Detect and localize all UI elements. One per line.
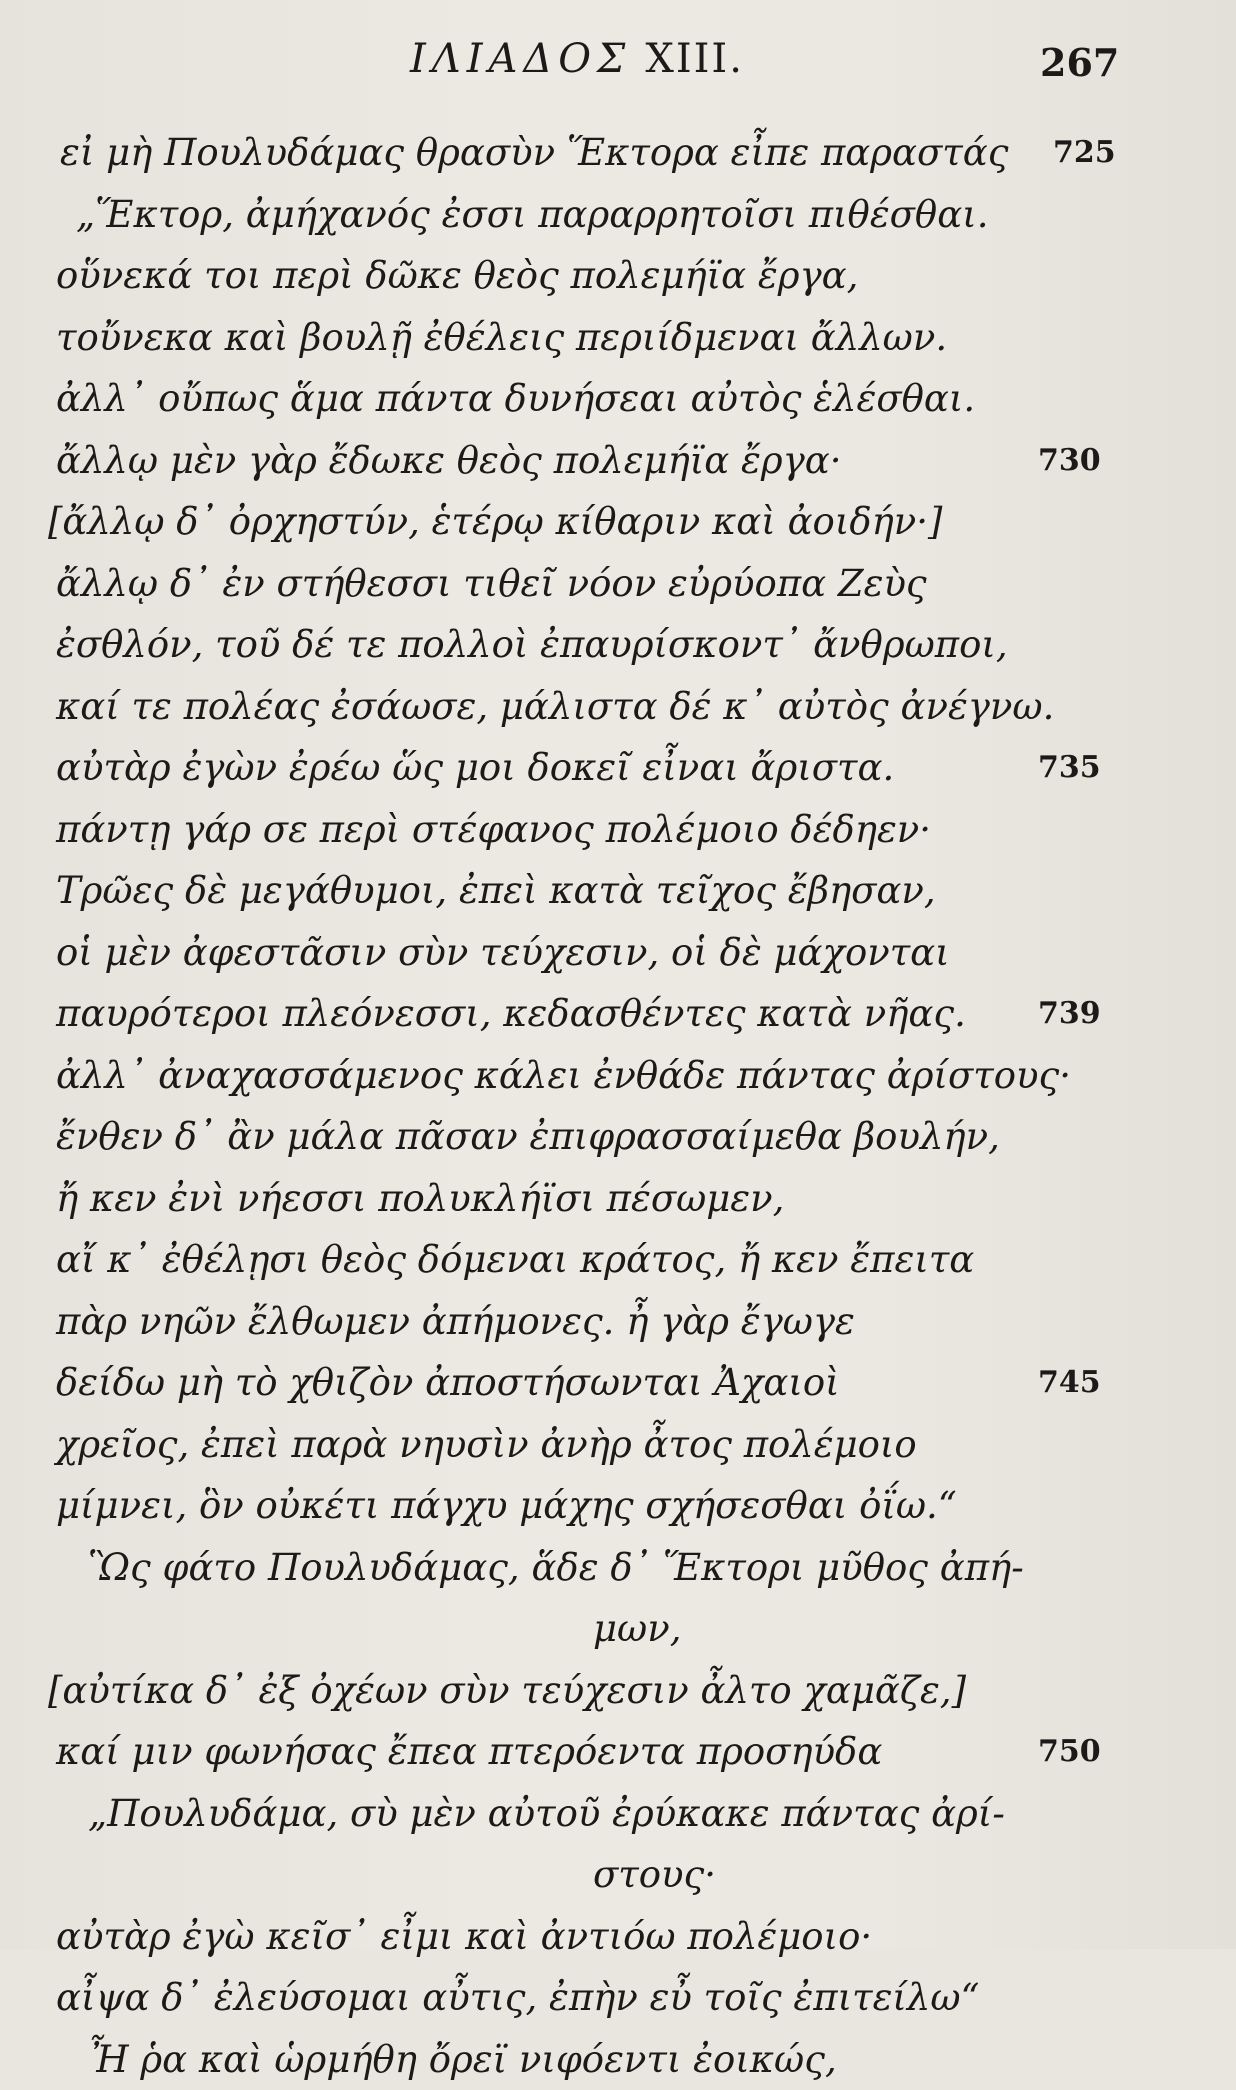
line-number: 730 xyxy=(1038,430,1101,492)
verse-text: οὕνεκά τοι περὶ δῶκε θεὸς πολεμήϊα ἔργα, xyxy=(56,245,858,307)
verse-line xyxy=(48,1168,1198,1230)
line-number: 750 xyxy=(1038,1721,1101,1783)
verse-line xyxy=(48,1967,1198,2029)
book-number: XIII. xyxy=(645,36,744,82)
verse-line xyxy=(48,2029,1198,2090)
verse-line-continuation xyxy=(48,1598,1198,1660)
verse-text: „Ἕκτορ, ἀμήχανός ἐσσι παραρρητοῖσι πιθέσθαι. xyxy=(76,184,988,246)
verse-text: οἱ μὲν ἀφεστᾶσιν σὺν τεύχεσιν, οἱ δὲ μάχονται xyxy=(56,922,950,984)
line-number: 735 xyxy=(1038,737,1101,799)
verse-line xyxy=(48,1721,1198,1783)
verse-line xyxy=(48,245,1198,307)
verse-line xyxy=(48,1475,1198,1537)
verse-line xyxy=(48,614,1198,676)
verse-text: Ὣς φάτο Πουλυδάμας, ἅδε δ᾽ Ἕκτορι μῦθος ἀπή- xyxy=(88,1537,1024,1599)
verse-text: ἄλλῳ δ᾽ ἐν στήθεσσι τιθεῖ νόον εὐρύοπα Ζεὺς xyxy=(56,553,927,615)
line-number: 725 xyxy=(1053,122,1116,184)
page-number: 267 xyxy=(1040,40,1119,85)
verse-line xyxy=(48,122,1198,184)
verse-text: πάντῃ γάρ σε περὶ στέφανος πολέμοιο δέδηεν· xyxy=(56,799,931,861)
verse-line xyxy=(48,1660,1198,1722)
verse-text: μων, xyxy=(593,1598,681,1660)
verse-line xyxy=(48,1229,1198,1291)
verse-line xyxy=(48,1106,1198,1168)
verse-line xyxy=(48,1906,1198,1968)
verse-text: [ἄλλῳ δ᾽ ὀρχηστύν, ἑτέρῳ κίθαριν καὶ ἀοιδήν·] xyxy=(48,491,942,553)
verse-line xyxy=(48,860,1198,922)
verse-line xyxy=(48,553,1198,615)
verse-line xyxy=(48,922,1198,984)
verse-line xyxy=(48,737,1198,799)
verse-line xyxy=(48,491,1198,553)
verse-text: πὰρ νηῶν ἔλθωμεν ἀπήμονες. ἦ γὰρ ἔγωγε xyxy=(56,1291,855,1353)
verse-text: ἔνθεν δ᾽ ἂν μάλα πᾶσαν ἐπιφρασσαίμεθα βουλήν, xyxy=(56,1106,1000,1168)
verse-text: ἀλλ᾽ οὔπως ἅμα πάντα δυνήσεαι αὐτὸς ἑλέσθαι. xyxy=(56,368,975,430)
verse-text: Τρῶες δὲ μεγάθυμοι, ἐπεὶ κατὰ τεῖχος ἔβησαν, xyxy=(56,860,936,922)
verse-text: ἀλλ᾽ ἀναχασσάμενος κάλει ἐνθάδε πάντας ἀρίστους· xyxy=(56,1045,1071,1107)
verse-text: χρεῖος, ἐπεὶ παρὰ νηυσὶν ἀνὴρ ἆτος πολέμοιο xyxy=(56,1414,917,1476)
verse-text: καί τε πολέας ἐσάωσε, μάλιστα δέ κ᾽ αὐτὸς ἀνέγνω. xyxy=(56,676,1054,738)
verse-text: μίμνει, ὃν οὐκέτι πάγχυ μάχης σχήσεσθαι ὀΐω.“ xyxy=(56,1475,957,1537)
verse-line xyxy=(48,430,1198,492)
verse-text: καί μιν φωνήσας ἔπεα πτερόεντα προσηύδα xyxy=(56,1721,882,1783)
verse-line xyxy=(48,1783,1198,1845)
verse-line xyxy=(48,1045,1198,1107)
verse-text: αἶψα δ᾽ ἐλεύσομαι αὖτις, ἐπὴν εὖ τοῖς ἐπιτείλω“ xyxy=(56,1967,979,2029)
verse-line xyxy=(48,1291,1198,1353)
verse-text: [αὐτίκα δ᾽ ἐξ ὀχέων σὺν τεύχεσιν ἆλτο χαμᾶζε,] xyxy=(48,1660,966,1722)
verse-text: στους· xyxy=(593,1844,716,1906)
verse-line xyxy=(48,1537,1198,1599)
work-title: ΙΛΙΑΔΟΣ xyxy=(410,36,631,82)
verse-text: αἴ κ᾽ ἐθέλῃσι θεὸς δόμεναι κράτος, ἤ κεν ἔπειτα xyxy=(56,1229,974,1291)
verse-text: Ἦ ῥα καὶ ὡρμήθη ὄρεϊ νιφόεντι ἐοικώς, xyxy=(88,2029,837,2090)
verse-text: παυρότεροι πλεόνεσσι, κεδασθέντες κατὰ νῆας. xyxy=(56,983,966,1045)
verse-text: „Πουλυδάμα, σὺ μὲν αὐτοῦ ἐρύκακε πάντας ἀρί- xyxy=(88,1783,1005,1845)
line-number: 739 xyxy=(1038,983,1101,1045)
verse-text: αὐτὰρ ἐγὼ κεῖσ᾽ εἶμι καὶ ἀντιόω πολέμοιο· xyxy=(56,1906,872,1968)
line-number: 745 xyxy=(1038,1352,1101,1414)
running-title xyxy=(410,36,744,82)
verse-line xyxy=(48,184,1198,246)
verse-text: ἤ κεν ἐνὶ νήεσσι πολυκλήϊσι πέσωμεν, xyxy=(56,1168,784,1230)
verse-text: δείδω μὴ τὸ χθιζὸν ἀποστήσωνται Ἀχαιοὶ xyxy=(56,1352,840,1414)
verse-text: αὐτὰρ ἐγὼν ἐρέω ὥς μοι δοκεῖ εἶναι ἄριστα. xyxy=(56,737,894,799)
verse-line xyxy=(48,983,1198,1045)
verse-text: εἰ μὴ Πουλυδάμας θρασὺν Ἕκτορα εἶπε παραστάς xyxy=(60,122,1008,184)
verse-text: ἐσθλόν, τοῦ δέ τε πολλοὶ ἐπαυρίσκοντ᾽ ἄνθρωποι, xyxy=(56,614,1008,676)
verse-line xyxy=(48,676,1198,738)
verse-text: ἄλλῳ μὲν γὰρ ἔδωκε θεὸς πολεμήϊα ἔργα· xyxy=(56,430,842,492)
verse-line xyxy=(48,1352,1198,1414)
verse-line xyxy=(48,799,1198,861)
verse-line xyxy=(48,368,1198,430)
verse-block xyxy=(48,122,1198,2090)
verse-text: τοὔνεκα καὶ βουλῇ ἐθέλεις περιίδμεναι ἄλλων. xyxy=(56,307,947,369)
verse-line-continuation xyxy=(48,1844,1198,1906)
verse-line xyxy=(48,1414,1198,1476)
running-header xyxy=(0,36,1236,96)
verse-line xyxy=(48,307,1198,369)
